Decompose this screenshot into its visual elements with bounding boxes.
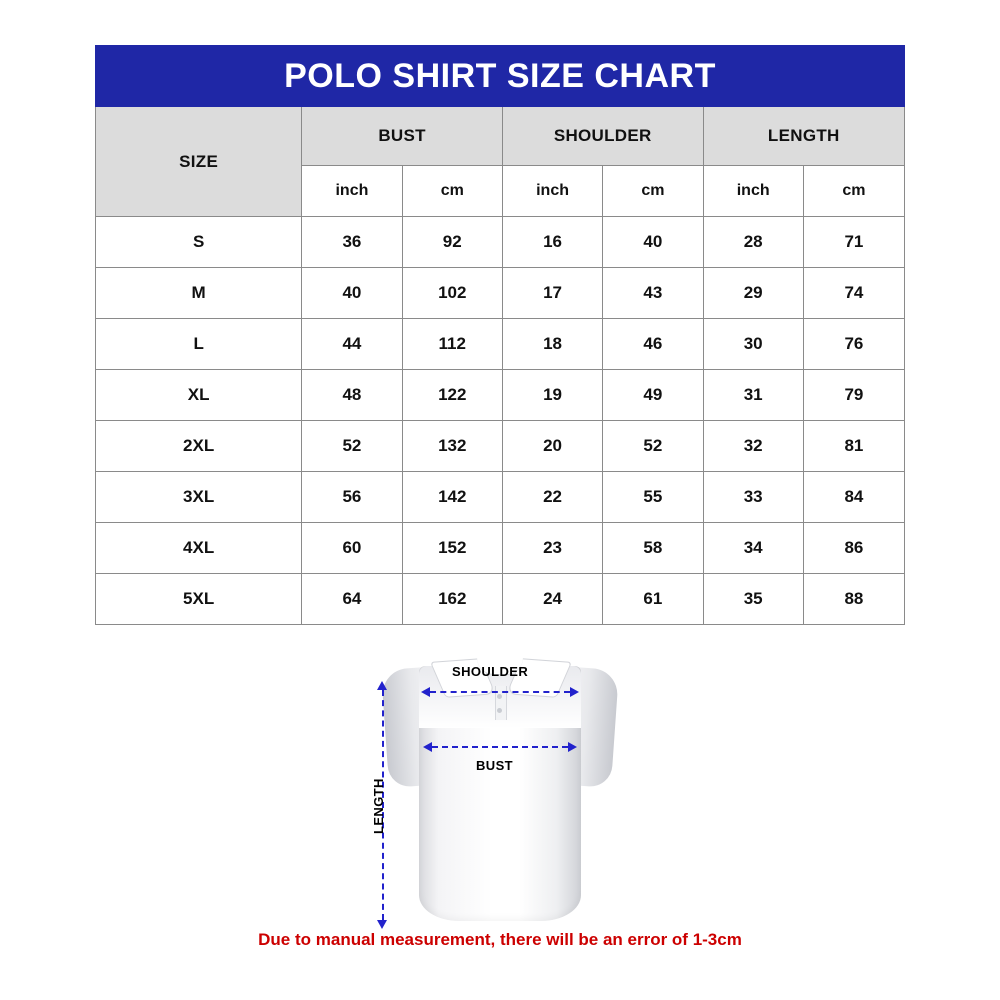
length-arrow-down-icon	[377, 920, 387, 929]
row-shoulder-cm: 49	[603, 370, 703, 421]
bust-measure-line	[432, 746, 568, 748]
header-shoulder: SHOULDER	[502, 107, 703, 166]
row-length-inch: 35	[703, 574, 803, 625]
row-shoulder-inch: 22	[502, 472, 602, 523]
row-shoulder-cm: 40	[603, 217, 703, 268]
row-shoulder-inch: 17	[502, 268, 602, 319]
unit-bust-inch: inch	[302, 166, 402, 217]
row-length-inch: 29	[703, 268, 803, 319]
table-row	[96, 472, 905, 523]
row-bust-inch: 60	[302, 523, 402, 574]
row-length-cm: 71	[803, 217, 904, 268]
row-size: 5XL	[96, 574, 302, 625]
size-chart-table	[95, 45, 905, 625]
row-bust-inch: 48	[302, 370, 402, 421]
unit-length-cm: cm	[803, 166, 904, 217]
row-length-inch: 34	[703, 523, 803, 574]
row-size: 3XL	[96, 472, 302, 523]
shoulder-arrow-right-icon	[570, 687, 579, 697]
table-row	[96, 574, 905, 625]
row-bust-inch: 36	[302, 217, 402, 268]
row-bust-cm: 92	[402, 217, 502, 268]
row-size: L	[96, 319, 302, 370]
row-bust-cm: 112	[402, 319, 502, 370]
row-length-cm: 79	[803, 370, 904, 421]
row-length-inch: 32	[703, 421, 803, 472]
row-bust-inch: 56	[302, 472, 402, 523]
row-bust-cm: 152	[402, 523, 502, 574]
row-shoulder-cm: 46	[603, 319, 703, 370]
table-row	[96, 523, 905, 574]
row-length-cm: 81	[803, 421, 904, 472]
size-chart-container	[95, 45, 905, 625]
row-shoulder-inch: 24	[502, 574, 602, 625]
row-length-cm: 84	[803, 472, 904, 523]
row-length-cm: 74	[803, 268, 904, 319]
table-row	[96, 268, 905, 319]
bust-arrow-right-icon	[568, 742, 577, 752]
row-bust-inch: 64	[302, 574, 402, 625]
bust-arrow-left-icon	[423, 742, 432, 752]
row-shoulder-inch: 16	[502, 217, 602, 268]
row-shoulder-inch: 18	[502, 319, 602, 370]
row-bust-cm: 162	[402, 574, 502, 625]
row-length-cm: 88	[803, 574, 904, 625]
row-shoulder-inch: 19	[502, 370, 602, 421]
shirt-button-top	[497, 694, 502, 699]
row-bust-inch: 40	[302, 268, 402, 319]
table-row	[96, 370, 905, 421]
row-length-inch: 31	[703, 370, 803, 421]
row-size: 2XL	[96, 421, 302, 472]
length-arrow-up-icon	[377, 681, 387, 690]
shoulder-measure-line	[430, 691, 570, 693]
row-size: S	[96, 217, 302, 268]
table-row	[96, 421, 905, 472]
shoulder-label: SHOULDER	[452, 664, 529, 679]
header-length: LENGTH	[703, 107, 904, 166]
table-row	[96, 217, 905, 268]
unit-shoulder-cm: cm	[603, 166, 703, 217]
unit-length-inch: inch	[703, 166, 803, 217]
row-bust-cm: 102	[402, 268, 502, 319]
unit-bust-cm: cm	[402, 166, 502, 217]
row-shoulder-inch: 23	[502, 523, 602, 574]
row-shoulder-cm: 55	[603, 472, 703, 523]
row-size: M	[96, 268, 302, 319]
row-length-inch: 28	[703, 217, 803, 268]
bust-label: BUST	[476, 758, 513, 773]
row-shoulder-cm: 61	[603, 574, 703, 625]
title-row	[96, 46, 905, 107]
shoulder-arrow-left-icon	[421, 687, 430, 697]
row-size: XL	[96, 370, 302, 421]
row-bust-inch: 44	[302, 319, 402, 370]
row-shoulder-cm: 52	[603, 421, 703, 472]
row-shoulder-cm: 58	[603, 523, 703, 574]
row-bust-inch: 52	[302, 421, 402, 472]
row-shoulder-cm: 43	[603, 268, 703, 319]
group-header-row	[96, 107, 905, 166]
row-shoulder-inch: 20	[502, 421, 602, 472]
measurement-note: Due to manual measurement, there will be an error of 1-3cm	[258, 930, 742, 949]
row-length-inch: 30	[703, 319, 803, 370]
header-bust: BUST	[302, 107, 503, 166]
table-row	[96, 319, 905, 370]
unit-shoulder-inch: inch	[502, 166, 602, 217]
row-bust-cm: 132	[402, 421, 502, 472]
polo-shirt-illustration	[385, 638, 615, 923]
chart-title: POLO SHIRT SIZE CHART	[96, 46, 905, 107]
row-length-inch: 33	[703, 472, 803, 523]
length-label: LENGTH	[371, 778, 386, 834]
row-size: 4XL	[96, 523, 302, 574]
header-size: SIZE	[96, 107, 302, 217]
measurement-diagram	[0, 628, 1000, 928]
row-length-cm: 76	[803, 319, 904, 370]
row-bust-cm: 122	[402, 370, 502, 421]
row-length-cm: 86	[803, 523, 904, 574]
row-bust-cm: 142	[402, 472, 502, 523]
shirt-button-bottom	[497, 708, 502, 713]
